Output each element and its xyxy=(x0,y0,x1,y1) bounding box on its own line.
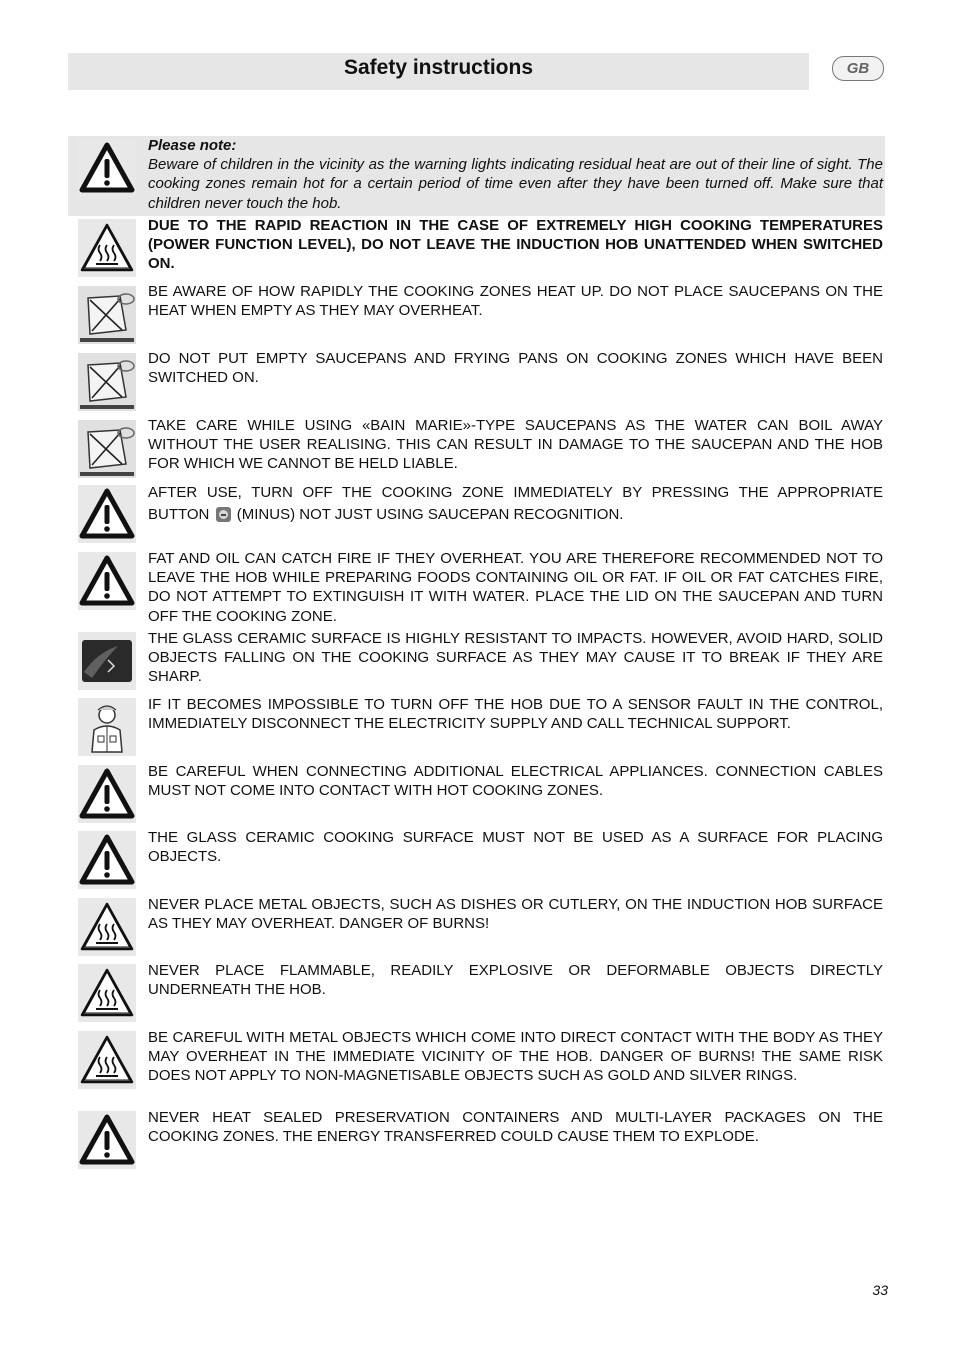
header-bar xyxy=(68,53,809,90)
empty-pan-icon xyxy=(78,353,136,411)
list-item xyxy=(68,828,885,890)
empty-pan-icon xyxy=(78,286,136,344)
item-text: DO NOT PUT EMPTY SAUCEPANS AND FRYING PANS ON COOKING ZONES WHICH HAVE BEEN SWITCHED ON. xyxy=(148,350,883,387)
list-item xyxy=(68,349,885,411)
item-text: BE CAREFUL WHEN CONNECTING ADDITIONAL ELECTRICAL APPLIANCES. CONNECTION CABLES MUST NOT COME INTO CONTACT WITH HOT COOKING ZONES. xyxy=(148,763,883,800)
item-text-after: (MINUS) NOT JUST USING SAUCEPAN RECOGNITION. xyxy=(236,506,624,523)
empty-pan-icon xyxy=(78,420,136,478)
warning-triangle-icon xyxy=(78,139,136,197)
hot-surface-icon xyxy=(78,219,136,277)
item-text: IF IT BECOMES IMPOSSIBLE TO TURN OFF THE HOB DUE TO A SENSOR FAULT IN THE CONTROL, IMMEDIATELY DISCONNECT THE ELECTRICITY SUPPLY AND CALL TECHNICAL SUPPORT. xyxy=(148,696,883,733)
language-badge: GB xyxy=(832,56,884,81)
list-item xyxy=(68,961,885,1023)
list-item xyxy=(68,416,885,478)
page-title: Safety instructions xyxy=(343,56,534,79)
technician-icon xyxy=(78,698,136,756)
item-text: THE GLASS CERAMIC COOKING SURFACE MUST NOT BE USED AS A SURFACE FOR PLACING OBJECTS. xyxy=(148,829,883,866)
list-item xyxy=(68,549,885,627)
list-item xyxy=(68,762,885,824)
warning-triangle-icon xyxy=(78,765,136,823)
item-text: NEVER PLACE METAL OBJECTS, SUCH AS DISHES OR CUTLERY, ON THE INDUCTION HOB SURFACE AS THEY MAY OVERHEAT. DANGER OF BURNS! xyxy=(148,896,883,933)
hot-surface-icon xyxy=(78,898,136,956)
list-item xyxy=(68,216,885,278)
item-text: BE CAREFUL WITH METAL OBJECTS WHICH COME INTO DIRECT CONTACT WITH THE BODY AS THEY MAY OVERHEAT IN THE IMMEDIATE VICINITY OF THE HOB. DANGER OF BURNS! THE SAME RISK DOES NOT APPLY TO NON-MAGNETISABLE OBJECTS SUCH AS GOLD AND SILVER RINGS. xyxy=(148,1029,883,1085)
list-item xyxy=(68,695,885,757)
note-body: Beware of children in the vicinity as the warning lights indicating residual heat are out of their line of sight. The cooking zones remain hot for a certain period of time even after they have been turned off. Make sure that children never touch the hob. xyxy=(148,156,883,212)
item-text-before: AFTER USE, TURN OFF THE COOKING ZONE IMMEDIATELY BY PRESSING THE APPROPRIATE BUTTON xyxy=(148,484,883,523)
list-item xyxy=(68,1108,885,1170)
hot-surface-icon xyxy=(78,1031,136,1089)
warning-triangle-icon xyxy=(78,552,136,610)
glass-ceramic-icon xyxy=(78,632,136,690)
item-text: FAT AND OIL CAN CATCH FIRE IF THEY OVERHEAT. YOU ARE THEREFORE RECOMMENDED NOT TO LEAVE THE HOB WHILE PREPARING FOODS CONTAINING OIL OR FAT. IF OIL OR FAT CATCHES FIRE, DO NOT ATTEMPT TO EXTINGUISH IT WITH WATER. PLACE THE LID ON THE SAUCEPAN AND TURN OFF THE COOKING ZONE. xyxy=(148,550,883,625)
item-text: DUE TO THE RAPID REACTION IN THE CASE OF EXTREMELY HIGH COOKING TEMPERATURES (POWER FUNCTION LEVEL), DO NOT LEAVE THE INDUCTION HOB UNATTENDED WHEN SWITCHED ON. xyxy=(148,217,883,273)
item-text: TAKE CARE WHILE USING «BAIN MARIE»-TYPE SAUCEPANS AS THE WATER CAN BOIL AWAY WITHOUT THE USER REALISING. THIS CAN RESULT IN DAMAGE TO THE SAUCEPAN AND THE HOB FOR WHICH WE CANNOT BE HELD LIABLE. xyxy=(148,417,883,473)
warning-triangle-icon xyxy=(78,831,136,889)
warning-triangle-icon xyxy=(78,1111,136,1169)
list-item xyxy=(68,1028,885,1106)
hot-surface-icon xyxy=(78,964,136,1022)
item-text: THE GLASS CERAMIC SURFACE IS HIGHLY RESISTANT TO IMPACTS. HOWEVER, AVOID HARD, SOLID OBJECTS FALLING ON THE COOKING SURFACE AS THEY MAY CAUSE IT TO BREAK IF THEY ARE SHARP. xyxy=(148,630,883,686)
list-item xyxy=(68,629,885,691)
list-item xyxy=(68,282,885,344)
item-text: BE AWARE OF HOW RAPIDLY THE COOKING ZONES HEAT UP. DO NOT PLACE SAUCEPANS ON THE HEAT WHEN EMPTY AS THEY MAY OVERHEAT. xyxy=(148,283,883,320)
note-box xyxy=(68,136,885,216)
page-number: 33 xyxy=(872,1282,888,1298)
warning-triangle-icon xyxy=(78,485,136,543)
note-title: Please note: xyxy=(148,137,237,154)
item-text: NEVER PLACE FLAMMABLE, READILY EXPLOSIVE OR DEFORMABLE OBJECTS DIRECTLY UNDERNEATH THE HOB. xyxy=(148,962,883,999)
list-item xyxy=(68,482,885,544)
list-item xyxy=(68,895,885,957)
item-text: NEVER HEAT SEALED PRESERVATION CONTAINERS AND MULTI-LAYER PACKAGES ON THE COOKING ZONES. THE ENERGY TRANSFERRED COULD CAUSE THEM TO EXPLODE. xyxy=(148,1109,883,1146)
minus-button-icon xyxy=(216,507,231,522)
